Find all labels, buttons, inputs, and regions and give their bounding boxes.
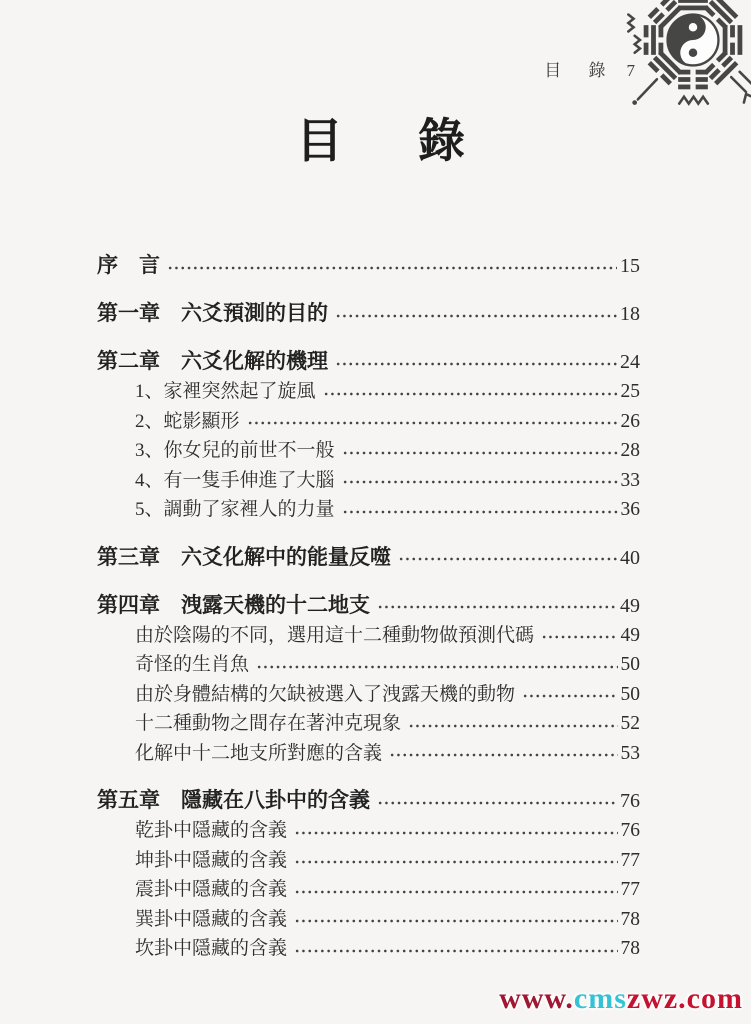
dotted-leader bbox=[377, 603, 617, 611]
toc-entry bbox=[97, 680, 640, 710]
toc-entry-label: 4、有一隻手伸進了大腦 bbox=[135, 469, 335, 491]
dotted-leader bbox=[294, 917, 617, 925]
toc-entry-label: 震卦中隱藏的含義 bbox=[135, 879, 288, 900]
running-header bbox=[544, 56, 635, 81]
dotted-leader bbox=[335, 360, 617, 368]
toc-entry-label: 坤卦中隱藏的含義 bbox=[135, 849, 288, 871]
toc-entry-label: 第四章 洩露天機的十二地支 bbox=[97, 592, 370, 617]
toc-entry-page-number: 15 bbox=[620, 255, 640, 277]
toc-entry bbox=[97, 905, 640, 935]
toc-entry-label: 化解中十二地支所對應的含義 bbox=[135, 742, 383, 764]
toc-entry-page-number: 28 bbox=[620, 440, 640, 461]
toc-entry bbox=[97, 621, 640, 651]
toc-entry-page-number: 77 bbox=[620, 849, 640, 871]
toc-entry-label: 巽卦中隱藏的含義 bbox=[135, 908, 288, 930]
dotted-leader bbox=[522, 692, 617, 700]
toc-entry-page-number: 49 bbox=[620, 624, 640, 646]
toc-entry-label: 3、你女兒的前世不一般 bbox=[135, 440, 335, 461]
dotted-leader bbox=[294, 829, 617, 837]
dotted-leader bbox=[342, 508, 618, 516]
toc-entry-page-number: 50 bbox=[620, 654, 640, 675]
toc-entry-page-number: 18 bbox=[620, 303, 640, 325]
dotted-leader bbox=[342, 449, 618, 457]
running-header-title: 目 錄 bbox=[544, 61, 613, 80]
dotted-leader bbox=[294, 858, 617, 866]
toc-entry-page-number: 49 bbox=[620, 594, 640, 617]
dotted-leader bbox=[294, 888, 617, 896]
dotted-leader bbox=[167, 264, 617, 272]
toc-entry bbox=[97, 650, 640, 680]
toc-entry-label: 第一章 六爻預測的目的 bbox=[97, 301, 328, 325]
toc-entry-label: 乾卦中隱藏的含義 bbox=[135, 820, 288, 841]
toc-entry-page-number: 76 bbox=[620, 790, 640, 812]
toc-entry bbox=[97, 875, 640, 905]
watermark-cms: cms bbox=[573, 982, 627, 1015]
toc-entry-label: 第三章 六爻化解中的能量反噬 bbox=[97, 544, 391, 569]
toc-entry bbox=[97, 739, 640, 769]
toc-entry-page-number: 25 bbox=[620, 381, 640, 402]
toc-entry-label: 第五章 隱藏在八卦中的含義 bbox=[97, 788, 370, 812]
toc-entry-label: 2、蛇影顯形 bbox=[135, 410, 240, 432]
toc-entry bbox=[97, 407, 640, 437]
toc-entry bbox=[97, 785, 640, 816]
toc-entry bbox=[97, 250, 640, 281]
bagua-seal-icon bbox=[623, 0, 751, 110]
toc-entry-page-number: 52 bbox=[620, 713, 640, 734]
toc-entry-page-number: 77 bbox=[620, 879, 640, 900]
toc-entry bbox=[97, 709, 640, 739]
watermark-zwz: zwz.com bbox=[626, 982, 743, 1015]
page-title: 目 錄 bbox=[296, 116, 479, 168]
toc-entry-label: 坎卦中隱藏的含義 bbox=[135, 938, 288, 959]
toc-entry bbox=[97, 495, 640, 525]
toc-entry-page-number: 36 bbox=[620, 499, 640, 520]
dotted-leader bbox=[377, 799, 617, 807]
toc-entry bbox=[97, 590, 640, 621]
table-of-contents bbox=[97, 233, 640, 964]
toc-entry-label: 5、調動了家裡人的力量 bbox=[135, 499, 335, 520]
toc-entry bbox=[97, 934, 640, 964]
toc-entry bbox=[97, 436, 640, 466]
watermark-www: www. bbox=[499, 982, 574, 1015]
toc-entry-page-number: 24 bbox=[620, 351, 640, 373]
toc-entry-label: 第二章 六爻化解的機理 bbox=[97, 349, 328, 373]
toc-entry-label: 1、家裡突然起了旋風 bbox=[135, 381, 316, 402]
toc-entry-page-number: 53 bbox=[620, 742, 640, 764]
dotted-leader bbox=[398, 555, 617, 563]
dotted-leader bbox=[389, 751, 617, 759]
toc-entry-page-number: 78 bbox=[620, 938, 640, 959]
toc-entry-label: 十二種動物之間存在著沖克現象 bbox=[135, 713, 402, 734]
toc-entry bbox=[97, 466, 640, 496]
toc-entry bbox=[97, 816, 640, 846]
dotted-leader bbox=[256, 663, 617, 671]
toc-entry-label: 序 言 bbox=[97, 253, 160, 277]
toc-entry-label: 奇怪的生肖魚 bbox=[135, 654, 250, 675]
dotted-leader bbox=[408, 722, 617, 730]
toc-entry-page-number: 33 bbox=[620, 469, 640, 491]
toc-entry bbox=[97, 846, 640, 876]
running-header-page-number: 7 bbox=[626, 61, 635, 80]
toc-entry-page-number: 26 bbox=[620, 410, 640, 432]
toc-entry-page-number: 40 bbox=[620, 546, 640, 569]
dotted-leader bbox=[342, 478, 618, 486]
toc-entry bbox=[97, 298, 640, 329]
dotted-leader bbox=[247, 419, 618, 427]
toc-entry-page-number: 50 bbox=[620, 683, 640, 705]
toc-entry-page-number: 76 bbox=[620, 820, 640, 841]
toc-entry bbox=[97, 377, 640, 407]
toc-entry-label: 由於身體結構的欠缺被選入了洩露天機的動物 bbox=[135, 683, 516, 705]
dotted-leader bbox=[323, 390, 618, 398]
toc-entry-label: 由於陰陽的不同，選用這十二種動物做預測代碼 bbox=[135, 624, 535, 646]
toc-entry bbox=[97, 346, 640, 377]
dotted-leader bbox=[335, 312, 617, 320]
toc-entry bbox=[97, 542, 640, 573]
watermark-url bbox=[499, 982, 743, 1016]
dotted-leader bbox=[541, 633, 617, 641]
toc-entry-page-number: 78 bbox=[620, 908, 640, 930]
dotted-leader bbox=[294, 947, 617, 955]
